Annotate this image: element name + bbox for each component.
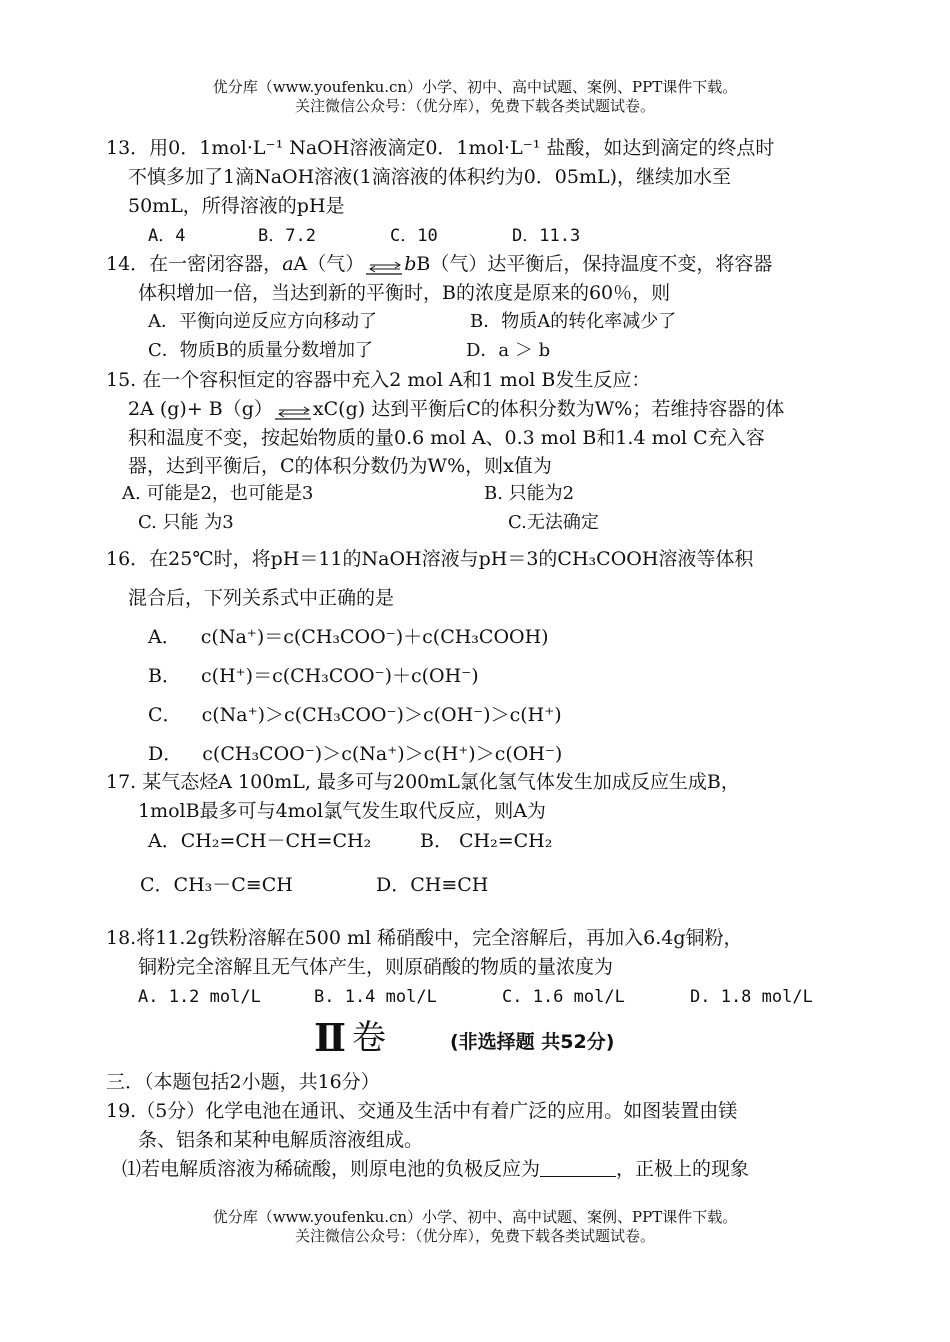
q14-lead: 14．在一密闭容器， [106, 253, 283, 275]
q13-option-d: D．11.3 [512, 226, 581, 246]
q19-line-1: 19.（5分）化学电池在通讯、交通及生活中有着广泛的应用。如图装置由镁 [106, 1100, 738, 1122]
q15-option-d: C.无法确定 [508, 512, 599, 533]
q15-products: xC(g) 达到平衡后C的体积分数为W%；若维持容器的体 [312, 398, 785, 420]
q14-coef-b: b [404, 253, 417, 275]
q19-line-3 [122, 1155, 749, 1183]
q15-option-b: B. 只能为2 [484, 483, 575, 504]
q16-option-d [148, 740, 562, 768]
header-line-2: 关注微信公众号：（优分库），免费下载各类试题试卷。 [294, 97, 655, 115]
q17-option-a: A．CH₂=CH－CH=CH₂ [148, 830, 372, 852]
q16-option-c [148, 701, 562, 729]
part-2-subtitle: (非选择题 共52分) [450, 1031, 615, 1053]
q16-option-a-text: c(Na⁺)＝c(CH₃COO⁻)＋c(CH₃COOH) [200, 626, 549, 648]
q15-line-1: 15. 在一个容积恒定的容器中充入2 mol A和1 mol B发生反应： [106, 369, 651, 391]
q13-line-2: 不慎多加了1滴NaOH溶液(1滴溶液的体积约为0．05mL)，继续加水至 [128, 166, 732, 188]
q14-rest: B（气）达平衡后，保持温度不变，将容器 [416, 253, 773, 275]
q15-option-c: C. 只能 为3 [138, 512, 234, 533]
q15-reactants: 2A (g)+ B（g） [128, 398, 273, 420]
q14-option-c: C．物质B的质量分数增加了 [148, 340, 373, 361]
part-2-numeral: Ⅱ [314, 1015, 347, 1060]
q13-line-3: 50mL，所得溶液的pH是 [128, 195, 345, 217]
q15-option-a: A. 可能是2，也可能是3 [122, 483, 314, 504]
q14-line-2: 体积增加一倍，当达到新的平衡时，B的浓度是原来的60％，则 [138, 282, 671, 304]
equilibrium-arrow-icon [273, 400, 313, 420]
q16-option-d-label: D． [148, 743, 183, 765]
q13-line-1: 13．用0．1mol·L⁻¹ NaOH溶液滴定0．1mol·L⁻¹ 盐酸，如达到滴定的终点时 [106, 137, 775, 159]
q14-line-1 [106, 250, 772, 278]
answer-blank[interactable] [540, 1156, 616, 1177]
q15-line-3: 积和温度不变，按起始物质的量0.6 mol A、0.3 mol B和1.4 mol C充入容 [128, 427, 765, 449]
q18-line-2: 铜粉完全溶解且无气体产生，则原硝酸的物质的量浓度为 [138, 956, 614, 978]
q18-option-b: B. 1.4 mol/L [314, 987, 437, 1007]
q16-option-a-label: A． [148, 626, 181, 648]
q16-line-1: 16．在25℃时，将pH＝11的NaOH溶液与pH＝3的CH₃COOH溶液等体积 [106, 548, 754, 570]
q17-line-1: 17. 某气态烃A 100mL, 最多可与200mL氯化氢气体发生加成反应生成B， [106, 771, 740, 793]
q14-option-a: A．平衡向逆反应方向移动了 [148, 311, 377, 332]
section-3-heading: 三．（本题包括2小题，共16分） [106, 1071, 380, 1093]
q17-option-d: D．CH≡CH [376, 874, 489, 896]
q19-line-2: 条、铝条和某种电解质溶液组成。 [138, 1129, 424, 1151]
q19-part-1-text: ⑴若电解质溶液为稀硫酸，则原电池的负极反应为 [122, 1158, 541, 1180]
q17-option-c: C．CH₃－C≡CH [140, 874, 293, 896]
footer-line-1: 优分库（www.youfenku.cn）小学、初中、高中试题、案例、PPT课件下载。 [212, 1208, 738, 1226]
q15-line-2 [128, 395, 784, 423]
q17-line-2: 1molB最多可与4mol氯气发生取代反应，则A为 [138, 800, 546, 822]
q18-option-c: C. 1.6 mol/L [502, 987, 625, 1007]
q14-coef-a: a [282, 253, 294, 275]
q14-option-d: D．a ＞ b [466, 340, 551, 361]
q16-option-a [148, 623, 549, 651]
q17-option-b: B． CH₂=CH₂ [420, 830, 553, 852]
q18-option-a: A. 1.2 mol/L [138, 987, 261, 1007]
q15-line-4: 器，达到平衡后，C的体积分数仍为W%，则x值为 [128, 455, 552, 477]
q13-option-a: A．4 [148, 226, 186, 246]
q13-option-c: C．10 [390, 226, 438, 246]
q16-option-d-text: c(CH₃COO⁻)＞c(Na⁺)＞c(H⁺)＞c(OH⁻) [202, 743, 563, 765]
q19-part-1-rest: ，正极上的现象 [616, 1158, 750, 1180]
q16-line-2: 混合后，下列关系式中正确的是 [128, 587, 395, 609]
q16-option-b-label: B． [148, 665, 181, 687]
q16-option-c-label: C． [148, 704, 182, 726]
q16-option-b [148, 662, 479, 690]
equilibrium-arrow-icon [364, 255, 404, 275]
q14-species-a: A（气） [293, 253, 365, 275]
q18-option-d: D. 1.8 mol/L [690, 987, 813, 1007]
part-2-title: 卷 [352, 1018, 386, 1058]
q16-option-c-text: c(Na⁺)＞c(CH₃COO⁻)＞c(OH⁻)＞c(H⁺) [201, 704, 562, 726]
q14-option-b: B．物质A的转化率减少了 [470, 311, 677, 332]
q18-line-1: 18.将11.2g铁粉溶解在500 ml 稀硝酸中，完全溶解后，再加入6.4g铜粉， [106, 927, 743, 949]
q16-option-b-text: c(H⁺)＝c(CH₃COO⁻)＋c(OH⁻) [201, 665, 479, 687]
header-line-1: 优分库（www.youfenku.cn）小学、初中、高中试题、案例、PPT课件下载。 [212, 78, 738, 96]
q13-option-b: B．7.2 [258, 226, 316, 246]
footer-line-2: 关注微信公众号：（优分库），免费下载各类试题试卷。 [294, 1227, 655, 1245]
